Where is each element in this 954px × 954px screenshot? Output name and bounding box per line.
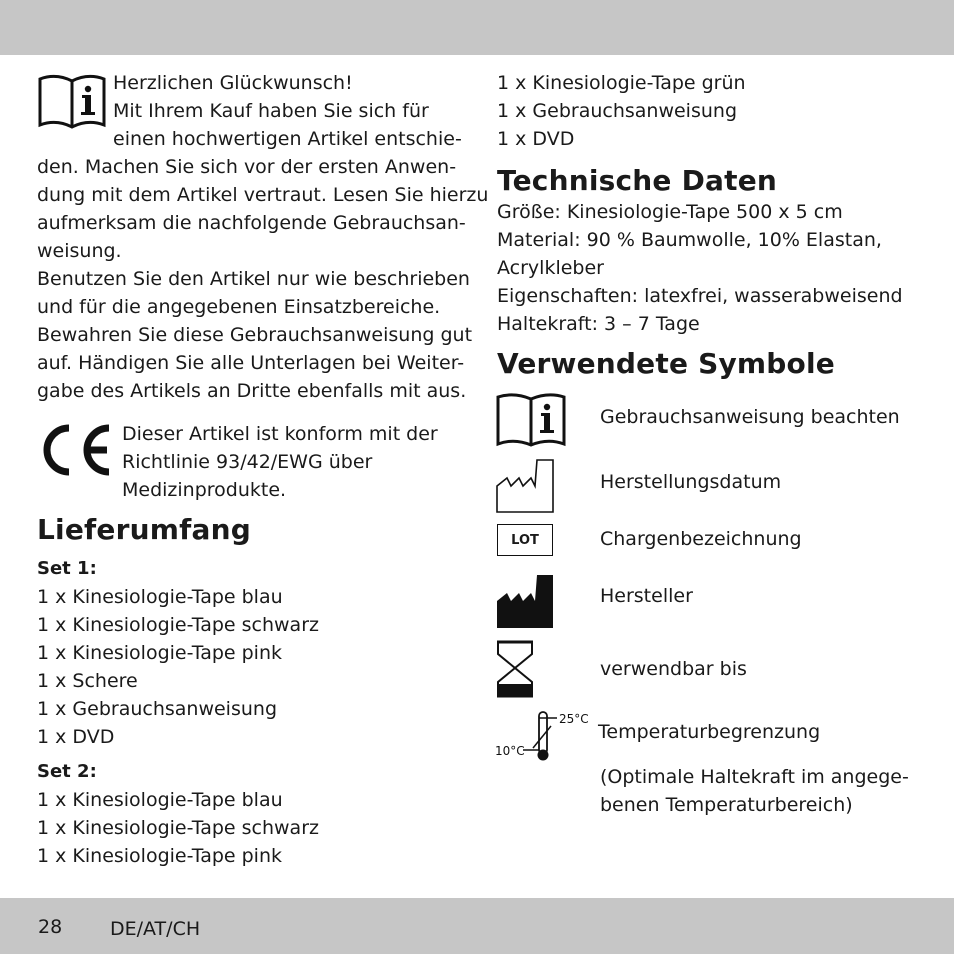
set1-label: Set 1: (37, 558, 97, 579)
list-item: 1 x Kinesiologie-Tape grün (497, 72, 746, 94)
list-item: 1 x Kinesiologie-Tape schwarz (37, 817, 319, 839)
list-item: 1 x Kinesiologie-Tape schwarz (37, 614, 319, 636)
symbol-label: verwendbar bis (600, 658, 747, 680)
hourglass-icon (495, 640, 537, 698)
list-item: 1 x Kinesiologie-Tape blau (37, 586, 283, 608)
lot-text: LOT (511, 532, 539, 548)
instructions-book-icon (495, 392, 567, 448)
lot-icon (497, 524, 553, 556)
thermometer-icon (495, 708, 595, 764)
symbol-label: Chargenbezeichnung (600, 528, 802, 550)
list-item: 1 x Kinesiologie-Tape pink (37, 642, 283, 664)
intro-line: Benutzen Sie den Artikel nur wie beschrieben (37, 268, 470, 290)
intro-line: Mit Ihrem Kauf haben Sie sich für (113, 100, 429, 122)
temp-high-label: 25°C (559, 712, 589, 726)
intro-line: und für die angegebenen Einsatzbereiche. (37, 296, 441, 318)
ce-mark-icon (37, 422, 113, 478)
ce-line: Richtlinie 93/42/EWG über (122, 451, 373, 473)
list-item: 1 x Kinesiologie-Tape pink (37, 845, 283, 867)
set2-label: Set 2: (37, 761, 97, 782)
intro-line: aufmerksam die nachfolgende Gebrauchsan- (37, 212, 466, 234)
list-item: 1 x Gebrauchsanweisung (497, 100, 738, 122)
ce-line: Medizinprodukte. (122, 479, 287, 501)
technische-daten-heading: Technische Daten (497, 164, 778, 197)
temp-low-label: 10°C (495, 744, 525, 758)
ce-line: Dieser Artikel ist konform mit der (122, 423, 438, 445)
symbol-label: Herstellungsdatum (600, 471, 782, 493)
symbol-label: Gebrauchsanweisung beachten (600, 406, 900, 428)
header-bar (0, 0, 954, 55)
intro-line: weisung. (37, 240, 122, 262)
region-label: DE/AT/CH (110, 918, 201, 940)
symbol-note-line: (Optimale Haltekraft im angege- (600, 766, 909, 788)
manufacture-date-icon (495, 458, 557, 514)
info-book-icon (36, 73, 108, 131)
lieferumfang-heading: Lieferumfang (37, 513, 251, 546)
spec-line: Größe: Kinesiologie-Tape 500 x 5 cm (497, 201, 843, 223)
manufacturer-icon (495, 573, 557, 629)
list-item: 1 x DVD (37, 726, 115, 748)
list-item: 1 x Gebrauchsanweisung (37, 698, 278, 720)
spec-line: Haltekraft: 3 – 7 Tage (497, 313, 700, 335)
intro-line: auf. Händigen Sie alle Unterlagen bei Weiter- (37, 352, 465, 374)
spec-line: Acrylkleber (497, 257, 604, 279)
list-item: 1 x Kinesiologie-Tape blau (37, 789, 283, 811)
list-item: 1 x DVD (497, 128, 575, 150)
symbol-label: Hersteller (600, 585, 693, 607)
symbol-label: Temperaturbegrenzung (598, 721, 821, 743)
symbole-heading: Verwendete Symbole (497, 347, 835, 380)
intro-line: einen hochwertigen Artikel entschie- (113, 128, 462, 150)
spec-line: Material: 90 % Baumwolle, 10% Elastan, (497, 229, 882, 251)
intro-line: dung mit dem Artikel vertraut. Lesen Sie hierzu (37, 184, 489, 206)
intro-line: Herzlichen Glückwunsch! (113, 72, 353, 94)
list-item: 1 x Schere (37, 670, 138, 692)
symbol-note-line: benen Temperaturbereich) (600, 794, 853, 816)
intro-line: den. Machen Sie sich vor der ersten Anwen- (37, 156, 457, 178)
intro-line: Bewahren Sie diese Gebrauchsanweisung gut (37, 324, 473, 346)
intro-line: gabe des Artikels an Dritte ebenfalls mit aus. (37, 380, 467, 402)
spec-line: Eigenschaften: latexfrei, wasserabweisend (497, 285, 903, 307)
page-number: 28 (38, 916, 63, 938)
